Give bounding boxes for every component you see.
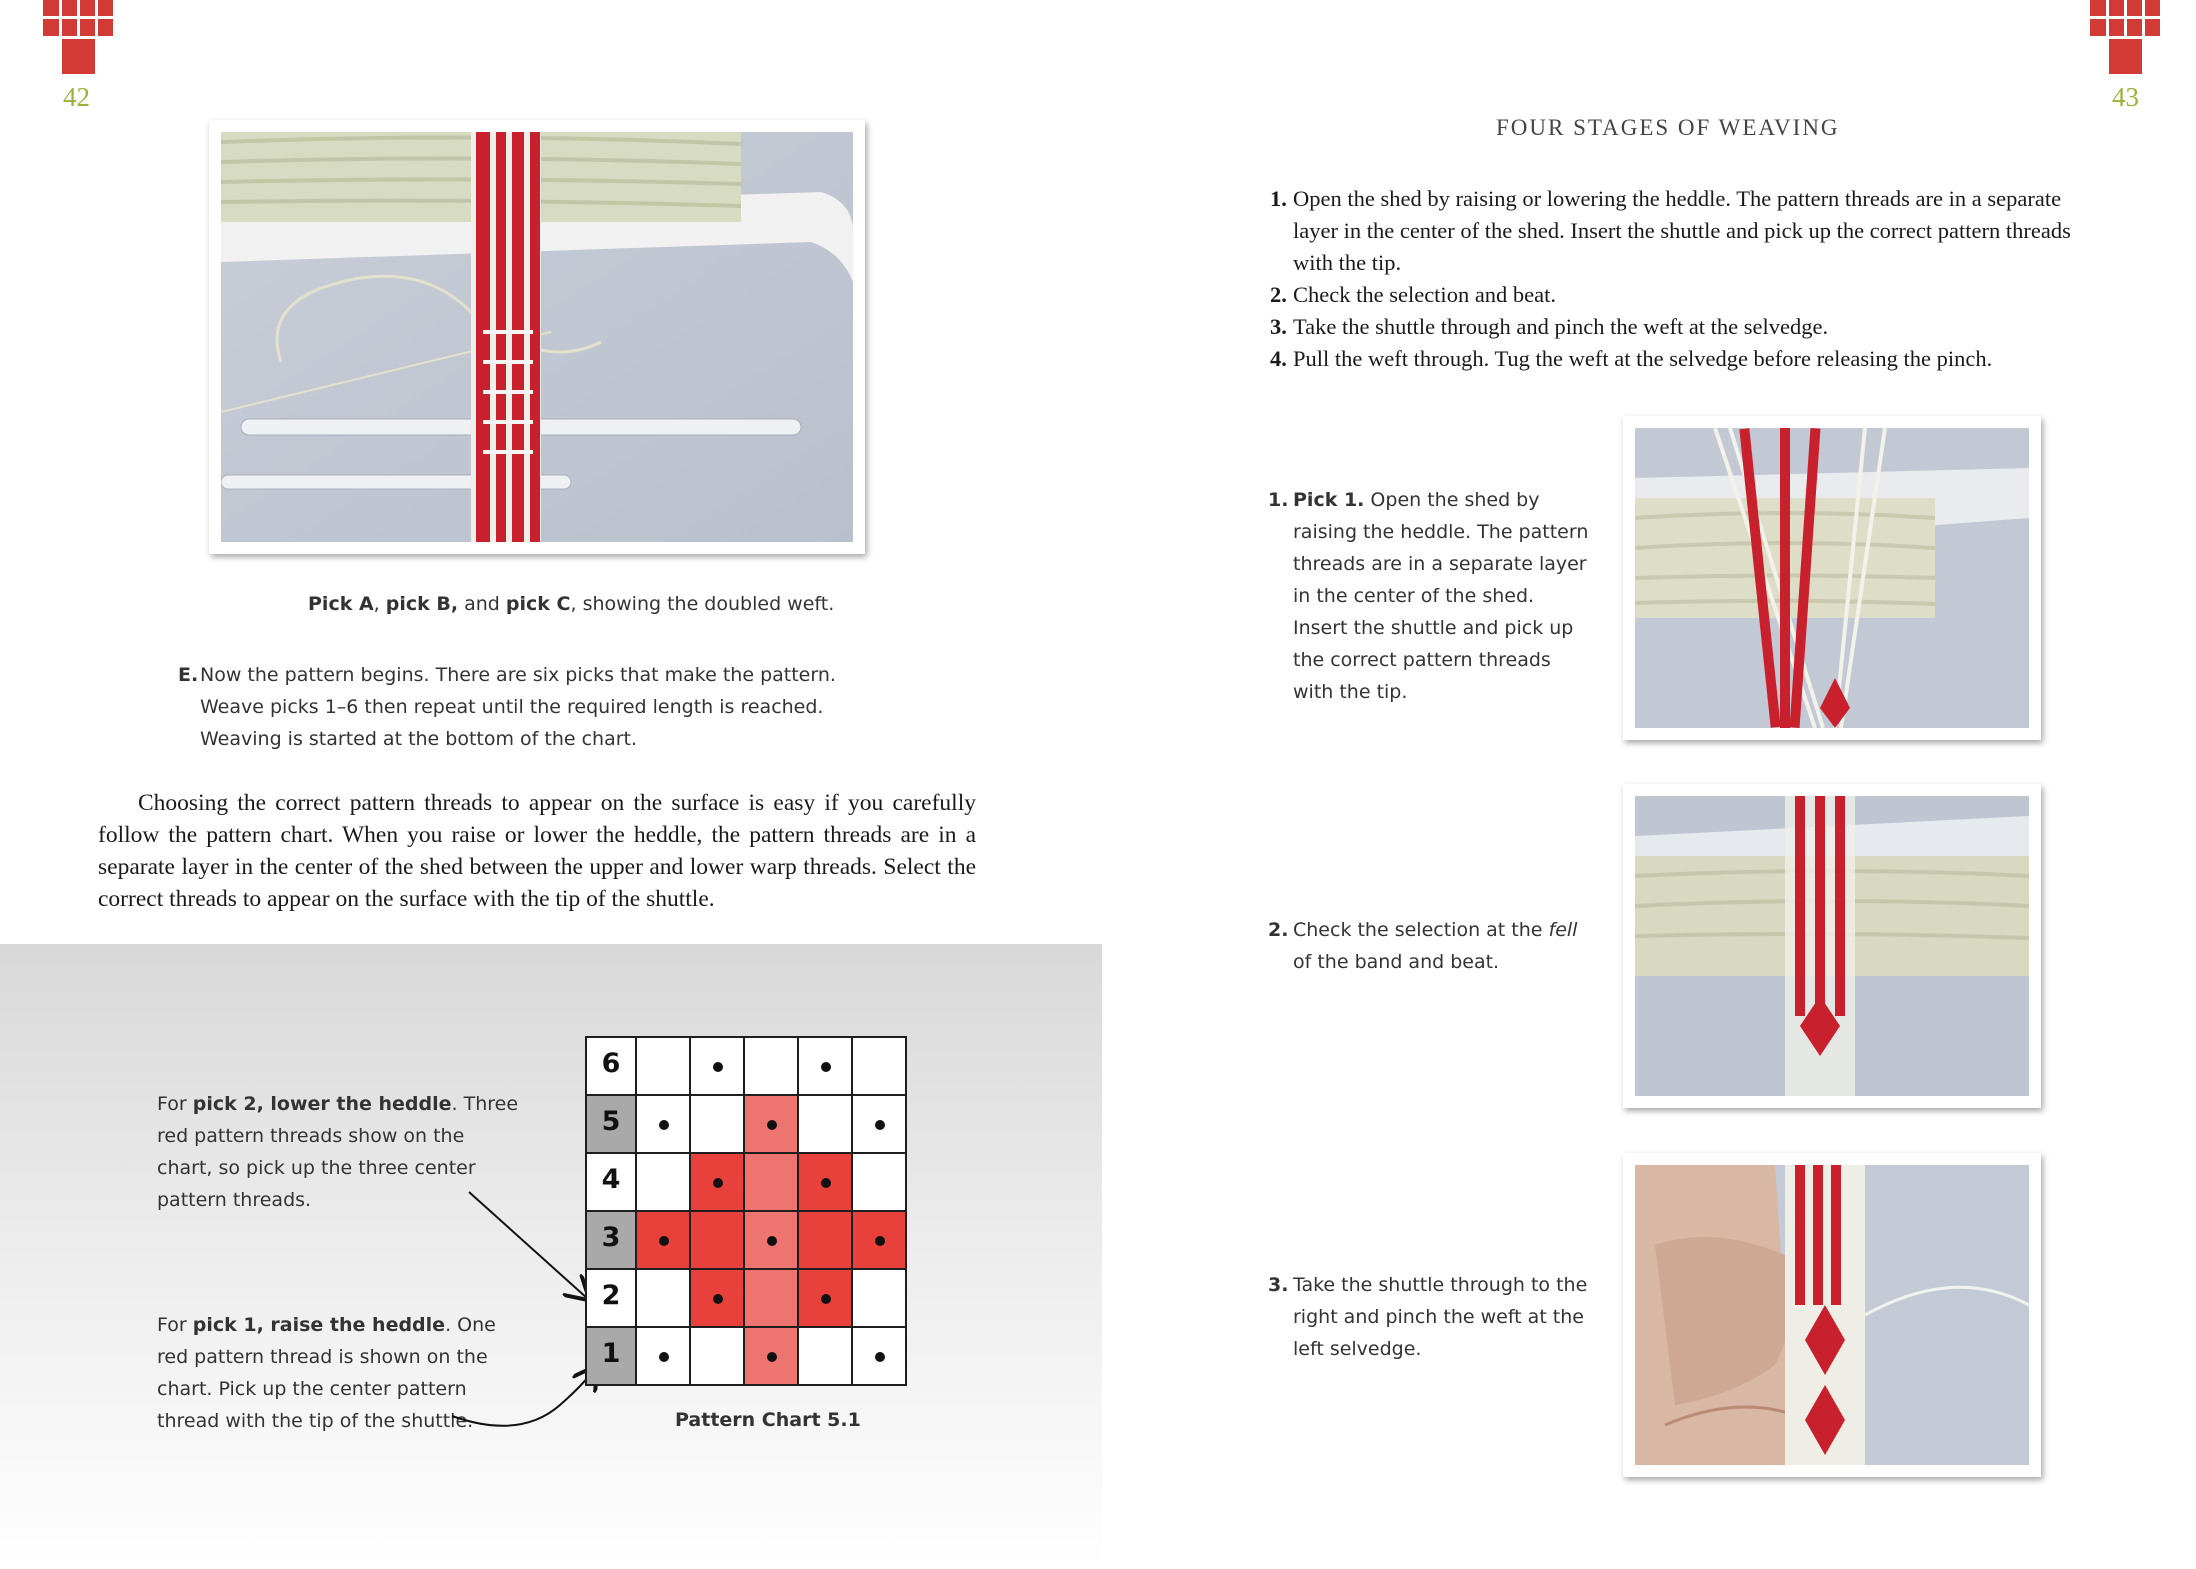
chart-cell <box>635 1210 691 1270</box>
chart-cell <box>689 1210 745 1270</box>
chart-dot <box>713 1294 723 1304</box>
note-pick-1: For pick 1, raise the heddle. One red pattern thread is shown on the chart. Pick up the center pattern thread with the tip of the shuttle. <box>157 1314 496 1432</box>
page-number-right: 43 <box>2112 82 2139 112</box>
chart-dot <box>659 1236 669 1246</box>
arrow-to-pick-2 <box>469 1192 588 1299</box>
stage-item-2: 2. Check the selection and beat. <box>1270 282 1557 307</box>
note-pick-2: For pick 2, lower the heddle. Three red pattern threads show on the chart, so pick up the three center pattern threads. <box>157 1093 519 1211</box>
chart-dot <box>713 1178 723 1188</box>
chart-cell <box>797 1036 853 1096</box>
chart-cell <box>797 1152 853 1212</box>
body-paragraph-left: Choosing the correct pattern threads to appear on the surface is easy if you carefully follow the pattern chart. When you raise or lower the heddle, the pattern threads are in a separate layer in the center of the shed between the upper and lower warp threads. Select the correct threads to appear on the surface with the tip of the shuttle. <box>98 790 976 912</box>
chart-row-number: 3 <box>601 1222 621 1253</box>
chart-cell <box>797 1210 853 1270</box>
chart-row-label <box>585 1210 637 1270</box>
stage-item-4: 4. Pull the weft through. Tug the weft at the selvedge before releasing the pinch. <box>1270 346 1993 371</box>
photo-step-2 <box>1623 784 2041 1108</box>
chart-cell <box>743 1094 799 1154</box>
chart-cell <box>743 1152 799 1212</box>
chart-cell <box>851 1036 907 1096</box>
chart-dot <box>821 1062 831 1072</box>
chart-dot <box>767 1120 777 1130</box>
chart-cell <box>689 1152 745 1212</box>
stage-item-1: 1. Open the shed by raising or lowering the heddle. The pattern threads are in a separate layer in the center of the shed. Insert the shuttle and pick up the correct pattern threads with the tip. <box>1270 186 2071 275</box>
stages-list <box>1270 183 2074 375</box>
chart-row-label <box>585 1326 637 1386</box>
chart-dot <box>767 1236 777 1246</box>
chart-cell <box>689 1036 745 1096</box>
chart-row-number: 5 <box>601 1106 621 1137</box>
chart-cell <box>851 1268 907 1328</box>
chart-cell <box>635 1152 691 1212</box>
chart-cell <box>851 1326 907 1386</box>
chart-dot <box>767 1352 777 1362</box>
chart-cell <box>743 1210 799 1270</box>
chart-cell <box>851 1094 907 1154</box>
photo-step-1 <box>1623 416 2041 740</box>
logo-mark-right <box>2090 0 2160 75</box>
stage-item-3: 3. Take the shuttle through and pinch the weft at the selvedge. <box>1270 314 1829 339</box>
chart-cell <box>635 1268 691 1328</box>
chart-cell <box>635 1036 691 1096</box>
chart-cell <box>635 1094 691 1154</box>
chart-dot <box>875 1120 885 1130</box>
chart-cell <box>851 1152 907 1212</box>
chart-cell <box>689 1268 745 1328</box>
step-e-text: Now the pattern begins. There are six picks that make the pattern. Weave picks 1–6 then repeat until the required length is reached. Weaving is started at the bottom of the chart. <box>200 664 836 750</box>
chart-row-number: 6 <box>601 1048 621 1079</box>
chart-dot <box>821 1178 831 1188</box>
page-number-left: 42 <box>63 82 90 112</box>
chart-caption: Pattern Chart 5.1 <box>675 1409 861 1431</box>
chart-dot <box>659 1120 669 1130</box>
step-3-text: 3. Take the shuttle through to the right and pinch the weft at the left selvedge. <box>1268 1274 1588 1360</box>
pattern-chart <box>585 1036 911 1388</box>
chart-row-number: 1 <box>601 1338 621 1369</box>
chart-dot <box>659 1352 669 1362</box>
step-2-text: 2. Check the selection at the fell of the band and beat. <box>1268 919 1578 973</box>
step-e-letter: E. <box>178 664 199 686</box>
chart-dot <box>713 1062 723 1072</box>
chart-row-number: 4 <box>601 1164 621 1195</box>
chart-row-label <box>585 1036 637 1096</box>
chart-cell <box>743 1326 799 1386</box>
chart-cell <box>797 1268 853 1328</box>
photo-step-3 <box>1623 1153 2041 1477</box>
chart-cell <box>689 1326 745 1386</box>
section-heading: FOUR STAGES OF WEAVING <box>1496 115 1840 140</box>
chart-cell <box>743 1268 799 1328</box>
chart-dot <box>875 1236 885 1246</box>
chart-row-label <box>585 1152 637 1212</box>
chart-cell <box>743 1036 799 1096</box>
chart-cell <box>851 1210 907 1270</box>
chart-dot <box>875 1352 885 1362</box>
chart-row-label <box>585 1094 637 1154</box>
chart-cell <box>797 1094 853 1154</box>
chart-cell <box>797 1326 853 1386</box>
chart-cell <box>635 1326 691 1386</box>
photo-caption-left: Pick A, pick B, and pick C, showing the doubled weft. <box>308 593 835 615</box>
chart-row-label <box>585 1268 637 1328</box>
chart-dot <box>821 1294 831 1304</box>
step-1-text: 1. Pick 1. Open the shed by raising the heddle. The pattern threads are in a separate layer in the center of the shed. Insert the shuttle and pick up the correct pattern threads with the tip. <box>1268 489 1589 703</box>
chart-cell <box>689 1094 745 1154</box>
chart-row-number: 2 <box>601 1280 621 1311</box>
arrow-to-pick-1 <box>452 1367 596 1426</box>
